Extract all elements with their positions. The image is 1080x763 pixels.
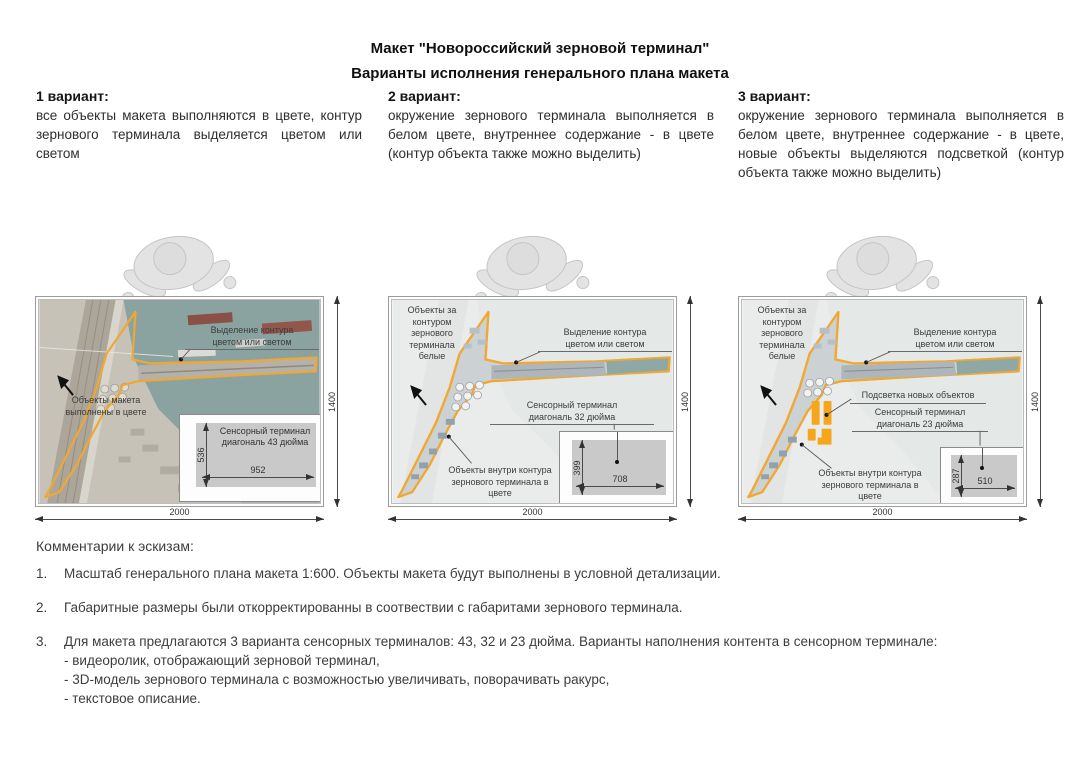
model-height-dim-1: 1400	[328, 296, 344, 507]
human-figure-icon	[817, 230, 947, 300]
inside-objects-label: Объекты внутри контура зернового терминала в цвете	[818, 468, 922, 501]
touch-terminal-title: Сенсорный терминал диагональ 23 дюйма	[852, 407, 988, 432]
comment-item-3: 3. Для макета предлагаются 3 варианта сенсорных терминалов: 43, 32 и 23 дюйма. Варианты наполнения контента в сенсорном терминале: - видеоролик, отображающий зерновой терминал, - 3D-модель зернового терминала с возможностью увеличивать, поворачивать ракурс, - текстовое описание.	[36, 632, 1046, 708]
title-line-1: Макет "Новороссийский зерновой терминал"	[370, 40, 710, 57]
variant-3-heading: 3 вариант:	[738, 88, 811, 104]
terminal-height-dim: 399	[574, 440, 588, 495]
model-width-dim-1: 2000	[35, 505, 324, 523]
touch-terminal-title: Сенсорный терминал диагональ 43 дюйма	[219, 426, 311, 447]
touch-terminal-title: Сенсорный терминал диагональ 32 дюйма	[490, 400, 654, 425]
terminal-width-dim: 510	[955, 474, 1015, 492]
variant-2-text	[388, 88, 714, 163]
touch-terminal-inset-23	[940, 447, 1024, 504]
outside-objects-label: Объекты за контуром зернового терминала белые	[757, 305, 807, 361]
outside-objects-label: Объекты за контуром зернового терминала белые	[407, 305, 457, 361]
plan-image-variant-2	[388, 296, 677, 507]
comments-section	[36, 538, 1046, 723]
comments-heading: Комментарии к эскизам:	[36, 538, 194, 554]
contour-highlight-label: Выделение контура цветом или светом	[538, 327, 672, 352]
comment-item-3-sub-3: - текстовое описание.	[64, 691, 201, 706]
terminal-height-dim: 536	[198, 423, 212, 487]
contour-highlight-label: Выделение контура цветом или светом	[185, 325, 319, 350]
new-objects-label: Подсветка новых объектов	[850, 390, 986, 404]
variant-1-text	[36, 88, 362, 163]
plan-image-variant-1	[35, 296, 324, 507]
comment-item-3-sub-2: - 3D-модель зернового терминала с возможностью увеличивать, поворачивать ракурс,	[64, 672, 610, 687]
variant-1-description: все объекты макета выполняются в цвете, контур зернового терминала выделяется цветом или светом	[36, 108, 362, 161]
model-width-dim-2: 2000	[388, 505, 677, 523]
page-title	[0, 36, 1080, 86]
terminal-height-dim: 287	[953, 455, 967, 497]
terminal-width-dim: 708	[576, 472, 664, 490]
terminal-width-dim: 952	[202, 463, 314, 481]
human-figure-icon	[114, 230, 244, 300]
colored-objects-label: Объекты макета выполнены в цвете	[65, 395, 147, 417]
human-figure-icon	[467, 230, 597, 300]
model-height-dim-3: 1400	[1031, 296, 1047, 507]
comment-item-1: 1. Масштаб генерального плана макета 1:600. Объекты макета будут выполнены в условной детализации.	[36, 566, 721, 581]
variant-2-heading: 2 вариант:	[388, 88, 461, 104]
variant-2-description: окружение зернового терминала выполняется в белом цвете, внутреннее содержание - в цвете (контур объекта также можно выделить)	[388, 108, 714, 161]
comment-item-2: 2. Габаритные размеры были откорректированны в соотвествии с габаритами зернового терминала.	[36, 600, 683, 615]
comment-item-3-sub-1: - видеоролик, отображающий зерновой терминал,	[64, 653, 380, 668]
model-width-dim-3: 2000	[738, 505, 1027, 523]
model-height-dim-2: 1400	[681, 296, 697, 507]
variant-3-text	[738, 88, 1064, 182]
comment-item-3-text: Для макета предлагаются 3 варианта сенсорных терминалов: 43, 32 и 23 дюйма. Варианты наполнения контента в сенсорном терминале:	[64, 634, 938, 649]
variant-1-heading: 1 вариант:	[36, 88, 109, 104]
variant-3-description: окружение зернового терминала выполняется в белом цвете, внутреннее содержание - в цвете, новые объекты выделяются подсветкой (контур объекта также можно выделить)	[738, 108, 1064, 180]
touch-terminal-inset-43	[179, 414, 321, 502]
contour-highlight-label: Выделение контура цветом или светом	[888, 327, 1022, 352]
touch-terminal-inset-32	[559, 431, 674, 504]
title-line-2: Варианты исполнения генерального плана макета	[351, 65, 729, 82]
plan-image-variant-3	[738, 296, 1027, 507]
inside-objects-label: Объекты внутри контура зернового терминала в цвете	[448, 465, 552, 498]
